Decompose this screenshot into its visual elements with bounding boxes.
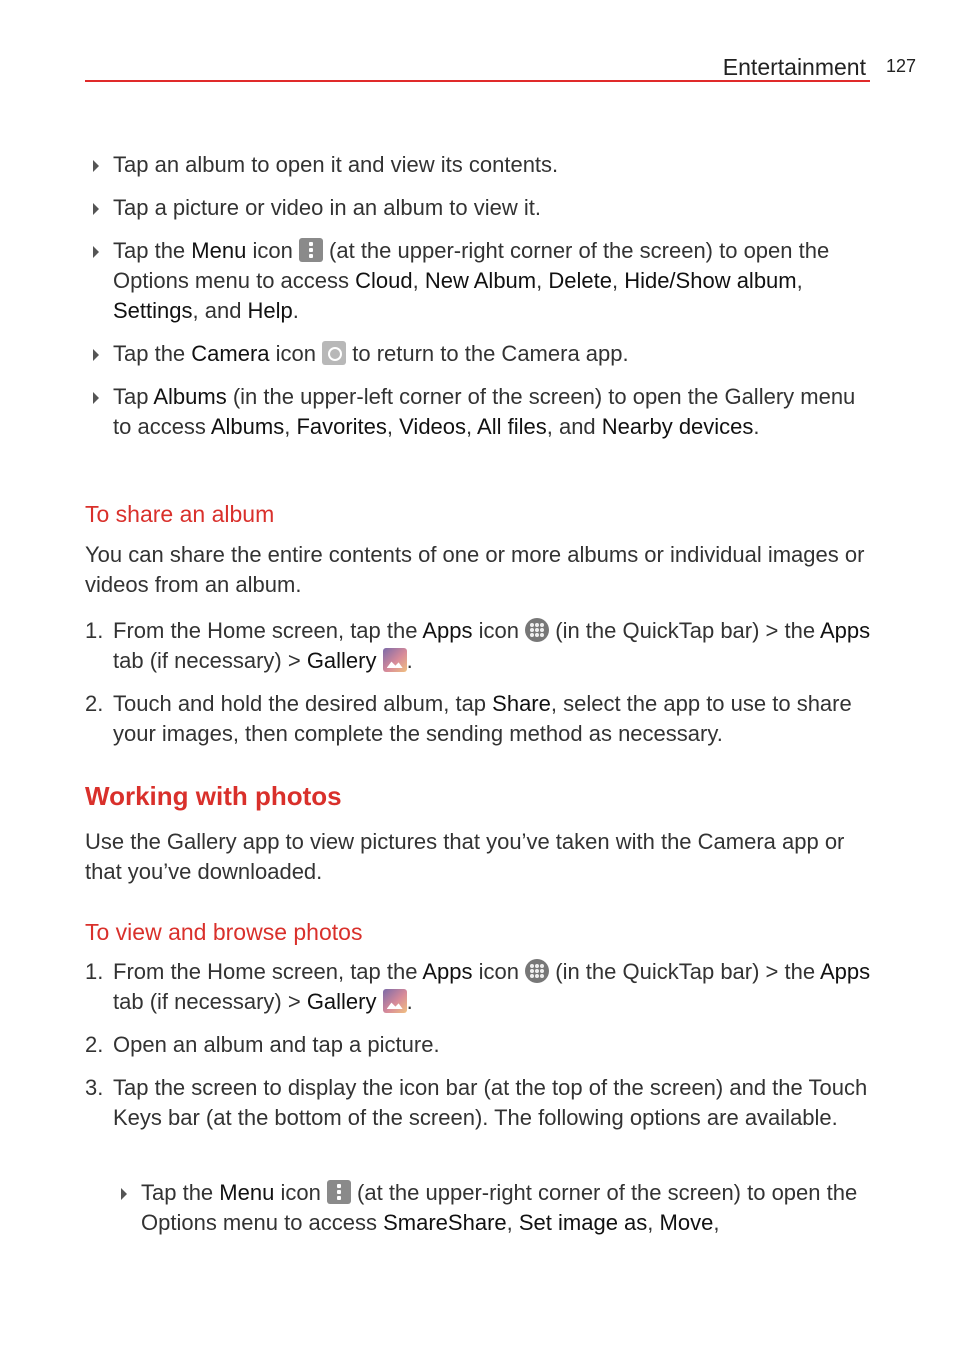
- text: (in the QuickTap bar) > the: [549, 618, 820, 643]
- text: ,: [412, 268, 425, 293]
- keyword: Gallery: [306, 989, 377, 1014]
- page-header: [85, 52, 870, 82]
- browse-sub-bullet-menu: [113, 1178, 875, 1238]
- step-number: 2.: [85, 691, 104, 716]
- bullet-arrow-icon: [93, 349, 99, 361]
- text: icon: [246, 238, 299, 263]
- menu-icon: [299, 238, 323, 262]
- keyword: Menu: [191, 238, 247, 263]
- bullet-arrow-icon: [93, 160, 99, 172]
- keyword: Move: [659, 1210, 714, 1235]
- text: ,: [647, 1210, 660, 1235]
- text: , select the app to use to share your images, then complete the sending method as necessary.: [113, 691, 852, 746]
- keyword: Camera: [191, 341, 270, 366]
- keyword: Albums: [153, 384, 227, 409]
- bullet-arrow-icon: [93, 203, 99, 215]
- text: ,: [386, 414, 400, 439]
- keyword: Set image as: [518, 1210, 648, 1235]
- bullet-text: Tap a picture or video in an album to view it.: [113, 195, 542, 220]
- apps-icon: [525, 959, 549, 983]
- step-number: 3.: [85, 1075, 104, 1100]
- keyword: All files: [477, 414, 547, 439]
- photos-intro: Use the Gallery app to view pictures that you’ve taken with the Camera app or that you’ve downloaded.: [85, 829, 845, 884]
- text: tab (if necessary) >: [113, 648, 307, 673]
- text: ,: [536, 268, 549, 293]
- text: Tap the screen to display the icon bar (at the top of the screen) and the Touch Keys bar (at the bottom of the screen). The following options are available.: [113, 1075, 868, 1130]
- text: icon: [472, 618, 526, 643]
- text: ,: [506, 1210, 519, 1235]
- text: (at the upper-right corner of the screen) to open the Options menu to access: [113, 238, 830, 293]
- keyword: Videos: [399, 414, 467, 439]
- keyword: Settings: [113, 298, 193, 323]
- keyword: Apps: [820, 618, 871, 643]
- keyword: Apps: [422, 618, 473, 643]
- text: Tap: [113, 384, 154, 409]
- heading-share-album: To share an album: [85, 501, 275, 527]
- keyword: Albums: [210, 414, 285, 439]
- keyword: Delete: [548, 268, 612, 293]
- gallery-icon: [383, 989, 407, 1013]
- bullet-view-picture: [85, 193, 875, 223]
- text: Touch and hold the desired album, tap: [113, 691, 493, 716]
- keyword: Cloud: [355, 268, 413, 293]
- text: ,: [284, 414, 297, 439]
- keyword: New Album: [424, 268, 537, 293]
- bullet-albums: [85, 382, 875, 442]
- text: tab (if necessary) >: [113, 989, 307, 1014]
- text: .: [292, 298, 299, 323]
- browse-step-3: [85, 1073, 875, 1133]
- text: ,: [466, 414, 478, 439]
- bullet-text: Tap an album to open it and view its contents.: [113, 152, 559, 177]
- keyword: Nearby devices: [601, 414, 754, 439]
- text: (in the upper-left corner of the screen) to open the Gallery menu to access: [113, 384, 856, 439]
- bullet-open-album: [85, 150, 875, 180]
- bullet-camera: [85, 339, 875, 369]
- menu-icon: [327, 1180, 351, 1204]
- browse-step-2: [85, 1030, 875, 1060]
- text: [377, 648, 383, 673]
- browse-step-1: [85, 957, 875, 1017]
- keyword: Menu: [219, 1180, 275, 1205]
- keyword: Favorites: [296, 414, 387, 439]
- keyword: Apps: [422, 959, 473, 984]
- bullet-arrow-icon: [93, 246, 99, 258]
- bullet-arrow-icon: [121, 1188, 127, 1200]
- keyword: Share: [492, 691, 551, 716]
- step-number: 1.: [85, 959, 104, 984]
- text: .: [406, 648, 413, 673]
- text: (in the QuickTap bar) > the: [549, 959, 820, 984]
- keyword: Apps: [820, 959, 871, 984]
- text: From the Home screen, tap the: [113, 618, 423, 643]
- text: Tap the: [113, 238, 192, 263]
- camera-icon: [322, 341, 346, 365]
- text: ,: [713, 1210, 720, 1235]
- text: ,: [611, 268, 625, 293]
- bullet-arrow-icon: [93, 392, 99, 404]
- text: to return to the Camera app.: [346, 341, 629, 366]
- text: From the Home screen, tap the: [113, 959, 423, 984]
- header-rule: [85, 80, 870, 82]
- keyword: Help: [247, 298, 293, 323]
- text: Tap the: [141, 1180, 220, 1205]
- share-step-2: [85, 689, 875, 749]
- text: Open an album and tap a picture.: [113, 1032, 440, 1057]
- text: [377, 989, 383, 1014]
- share-step-1: [85, 616, 875, 676]
- keyword: Hide/Show album: [624, 268, 797, 293]
- text: .: [406, 989, 413, 1014]
- text: (at the upper-right corner of the screen) to open the Options menu to access: [141, 1180, 858, 1235]
- text: ,: [796, 268, 803, 293]
- text: icon: [472, 959, 526, 984]
- text: icon: [274, 1180, 327, 1205]
- keyword: Gallery: [306, 648, 377, 673]
- text: Tap the: [113, 341, 192, 366]
- share-intro: You can share the entire contents of one or more albums or individual images or videos from an album.: [85, 542, 865, 597]
- step-number: 2.: [85, 1032, 104, 1057]
- text: icon: [269, 341, 323, 366]
- apps-icon: [525, 618, 549, 642]
- step-number: 1.: [85, 618, 104, 643]
- keyword: SmareShare: [383, 1210, 507, 1235]
- text: , and: [546, 414, 602, 439]
- heading-working-with-photos: Working with photos: [85, 781, 342, 811]
- text: , and: [192, 298, 248, 323]
- header-title: Entertainment: [722, 54, 866, 80]
- text: .: [753, 414, 760, 439]
- page-number: 127: [886, 56, 917, 76]
- gallery-icon: [383, 648, 407, 672]
- bullet-menu-options: [85, 236, 875, 326]
- heading-view-browse-photos: To view and browse photos: [85, 919, 363, 945]
